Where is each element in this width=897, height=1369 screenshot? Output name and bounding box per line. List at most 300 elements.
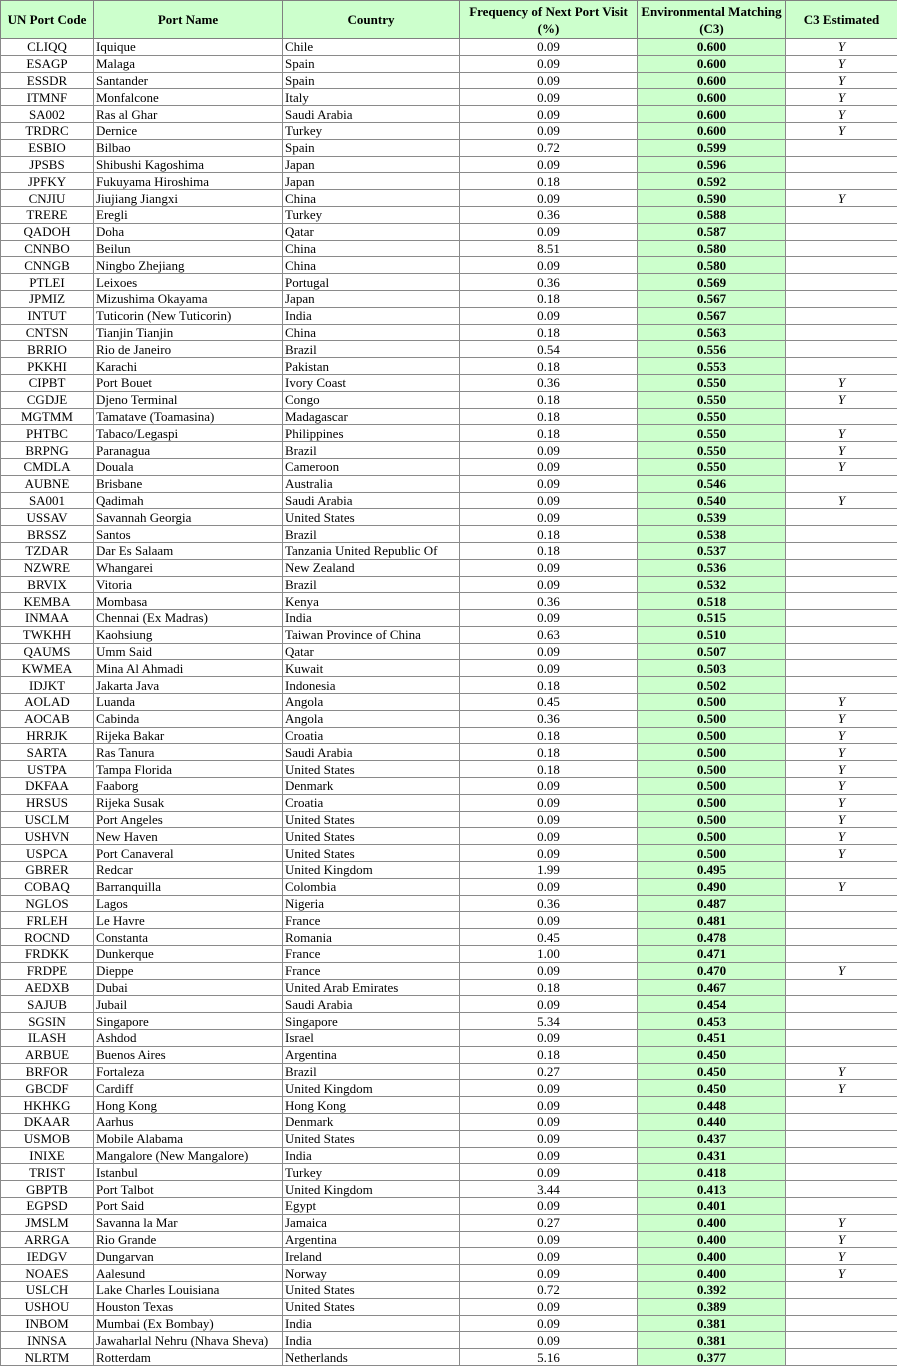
cell-country: United States	[283, 509, 460, 526]
cell-c3-estimated: Y	[786, 727, 897, 744]
cell-port-name: Istanbul	[94, 1164, 283, 1181]
cell-environmental-matching: 0.500	[638, 694, 786, 711]
cell-port-name: Singapore	[94, 1013, 283, 1030]
cell-frequency: 0.09	[460, 660, 638, 677]
cell-frequency: 5.16	[460, 1349, 638, 1366]
cell-port-name: Beilun	[94, 240, 283, 257]
cell-un-port-code: USMOB	[1, 1130, 94, 1147]
cell-c3-estimated	[786, 274, 897, 291]
cell-environmental-matching: 0.532	[638, 576, 786, 593]
cell-c3-estimated: Y	[786, 1080, 897, 1097]
cell-un-port-code: IDJKT	[1, 677, 94, 694]
table-row	[1, 643, 897, 660]
cell-country: Japan	[283, 290, 460, 307]
table-row	[1, 374, 897, 391]
cell-frequency: 0.09	[460, 576, 638, 593]
cell-port-name: Faaborg	[94, 778, 283, 795]
cell-country: Japan	[283, 156, 460, 173]
table-row	[1, 1130, 897, 1147]
cell-un-port-code: ILASH	[1, 1030, 94, 1047]
cell-c3-estimated: Y	[786, 190, 897, 207]
cell-port-name: Qadimah	[94, 492, 283, 509]
table-body	[1, 39, 897, 1366]
cell-frequency: 1.00	[460, 946, 638, 963]
table-row	[1, 912, 897, 929]
cell-un-port-code: BRFOR	[1, 1063, 94, 1080]
cell-environmental-matching: 0.563	[638, 324, 786, 341]
cell-country: Kuwait	[283, 660, 460, 677]
cell-environmental-matching: 0.448	[638, 1097, 786, 1114]
cell-un-port-code: HRSUS	[1, 794, 94, 811]
cell-un-port-code: USCLM	[1, 811, 94, 828]
cell-frequency: 0.36	[460, 710, 638, 727]
cell-c3-estimated	[786, 290, 897, 307]
cell-frequency: 0.18	[460, 526, 638, 543]
cell-country: China	[283, 240, 460, 257]
cell-environmental-matching: 0.451	[638, 1030, 786, 1047]
cell-port-name: Umm Said	[94, 643, 283, 660]
cell-port-name: Redcar	[94, 862, 283, 879]
cell-c3-estimated	[786, 1030, 897, 1047]
cell-un-port-code: EGPSD	[1, 1197, 94, 1214]
table-row	[1, 458, 897, 475]
cell-environmental-matching: 0.502	[638, 677, 786, 694]
header-port-name: Port Name	[94, 1, 283, 39]
cell-country: Qatar	[283, 223, 460, 240]
cell-port-name: Barranquilla	[94, 878, 283, 895]
table-row	[1, 576, 897, 593]
cell-un-port-code: USPCA	[1, 845, 94, 862]
cell-country: Saudi Arabia	[283, 106, 460, 123]
table-row	[1, 1298, 897, 1315]
cell-port-name: Savannah Georgia	[94, 509, 283, 526]
cell-un-port-code: NLRTM	[1, 1349, 94, 1366]
cell-c3-estimated: Y	[786, 374, 897, 391]
cell-c3-estimated	[786, 240, 897, 257]
cell-frequency: 0.09	[460, 492, 638, 509]
table-row	[1, 408, 897, 425]
cell-country: Chile	[283, 39, 460, 56]
cell-environmental-matching: 0.503	[638, 660, 786, 677]
table-row	[1, 274, 897, 291]
table-row	[1, 358, 897, 375]
cell-frequency: 0.09	[460, 122, 638, 139]
cell-frequency: 0.18	[460, 290, 638, 307]
cell-port-name: Lake Charles Louisiana	[94, 1281, 283, 1298]
cell-frequency: 8.51	[460, 240, 638, 257]
cell-frequency: 0.18	[460, 677, 638, 694]
cell-un-port-code: TRIST	[1, 1164, 94, 1181]
cell-frequency: 0.27	[460, 1063, 638, 1080]
table-row	[1, 962, 897, 979]
cell-un-port-code: NZWRE	[1, 559, 94, 576]
cell-environmental-matching: 0.536	[638, 559, 786, 576]
cell-frequency: 0.72	[460, 139, 638, 156]
cell-frequency: 0.09	[460, 828, 638, 845]
header-row	[1, 1, 897, 39]
cell-country: Brazil	[283, 1063, 460, 1080]
cell-port-name: Lagos	[94, 895, 283, 912]
cell-frequency: 0.09	[460, 1030, 638, 1047]
cell-environmental-matching: 0.592	[638, 173, 786, 190]
cell-country: Congo	[283, 391, 460, 408]
cell-environmental-matching: 0.599	[638, 139, 786, 156]
table-row	[1, 257, 897, 274]
cell-environmental-matching: 0.467	[638, 979, 786, 996]
table-row	[1, 1231, 897, 1248]
cell-frequency: 0.09	[460, 1130, 638, 1147]
table-row	[1, 475, 897, 492]
cell-un-port-code: ARBUE	[1, 1046, 94, 1063]
cell-environmental-matching: 0.588	[638, 206, 786, 223]
table-row	[1, 845, 897, 862]
cell-c3-estimated	[786, 156, 897, 173]
cell-c3-estimated: Y	[786, 458, 897, 475]
cell-frequency: 0.09	[460, 72, 638, 89]
table-row	[1, 761, 897, 778]
cell-country: United Kingdom	[283, 1181, 460, 1198]
table-row	[1, 341, 897, 358]
cell-un-port-code: QAUMS	[1, 643, 94, 660]
cell-environmental-matching: 0.600	[638, 89, 786, 106]
cell-country: Turkey	[283, 1164, 460, 1181]
cell-country: France	[283, 962, 460, 979]
cell-un-port-code: TRDRC	[1, 122, 94, 139]
cell-un-port-code: SGSIN	[1, 1013, 94, 1030]
cell-port-name: Houston Texas	[94, 1298, 283, 1315]
table-row	[1, 794, 897, 811]
cell-port-name: Savanna la Mar	[94, 1214, 283, 1231]
cell-c3-estimated	[786, 341, 897, 358]
cell-country: Pakistan	[283, 358, 460, 375]
cell-port-name: Chennai (Ex Madras)	[94, 610, 283, 627]
cell-un-port-code: BRVIX	[1, 576, 94, 593]
cell-country: Qatar	[283, 643, 460, 660]
cell-un-port-code: AOCAB	[1, 710, 94, 727]
cell-country: Spain	[283, 139, 460, 156]
cell-environmental-matching: 0.478	[638, 929, 786, 946]
cell-port-name: Jubail	[94, 996, 283, 1013]
cell-un-port-code: USHOU	[1, 1298, 94, 1315]
cell-c3-estimated	[786, 1114, 897, 1131]
cell-environmental-matching: 0.413	[638, 1181, 786, 1198]
table-row	[1, 744, 897, 761]
cell-c3-estimated	[786, 1281, 897, 1298]
cell-un-port-code: USLCH	[1, 1281, 94, 1298]
cell-frequency: 0.09	[460, 1315, 638, 1332]
cell-c3-estimated: Y	[786, 492, 897, 509]
cell-port-name: Dieppe	[94, 962, 283, 979]
table-row	[1, 1281, 897, 1298]
cell-port-name: Karachi	[94, 358, 283, 375]
cell-port-name: Paranagua	[94, 442, 283, 459]
table-row	[1, 1214, 897, 1231]
cell-un-port-code: INNSA	[1, 1332, 94, 1349]
cell-un-port-code: PHTBC	[1, 425, 94, 442]
cell-country: Cameroon	[283, 458, 460, 475]
cell-environmental-matching: 0.377	[638, 1349, 786, 1366]
table-row	[1, 1164, 897, 1181]
cell-un-port-code: INTUT	[1, 307, 94, 324]
cell-port-name: Leixoes	[94, 274, 283, 291]
cell-frequency: 0.18	[460, 324, 638, 341]
table-row	[1, 1147, 897, 1164]
table-row	[1, 626, 897, 643]
cell-country: Saudi Arabia	[283, 492, 460, 509]
cell-frequency: 0.09	[460, 55, 638, 72]
cell-country: United Arab Emirates	[283, 979, 460, 996]
cell-un-port-code: JPMIZ	[1, 290, 94, 307]
table-row	[1, 509, 897, 526]
cell-environmental-matching: 0.471	[638, 946, 786, 963]
cell-c3-estimated: Y	[786, 1231, 897, 1248]
cell-environmental-matching: 0.500	[638, 778, 786, 795]
cell-un-port-code: USTPA	[1, 761, 94, 778]
cell-environmental-matching: 0.515	[638, 610, 786, 627]
cell-country: Spain	[283, 55, 460, 72]
cell-country: Norway	[283, 1265, 460, 1282]
cell-c3-estimated	[786, 526, 897, 543]
cell-frequency: 0.09	[460, 1147, 638, 1164]
cell-environmental-matching: 0.587	[638, 223, 786, 240]
cell-frequency: 0.36	[460, 206, 638, 223]
cell-country: Philippines	[283, 425, 460, 442]
cell-environmental-matching: 0.500	[638, 845, 786, 862]
table-row	[1, 862, 897, 879]
cell-environmental-matching: 0.600	[638, 72, 786, 89]
cell-country: India	[283, 610, 460, 627]
cell-frequency: 0.09	[460, 475, 638, 492]
cell-country: China	[283, 324, 460, 341]
cell-un-port-code: CNTSN	[1, 324, 94, 341]
cell-un-port-code: DKFAA	[1, 778, 94, 795]
cell-frequency: 0.09	[460, 996, 638, 1013]
cell-frequency: 0.72	[460, 1281, 638, 1298]
table-row	[1, 290, 897, 307]
table-row	[1, 878, 897, 895]
cell-environmental-matching: 0.600	[638, 106, 786, 123]
cell-c3-estimated: Y	[786, 1265, 897, 1282]
cell-environmental-matching: 0.500	[638, 710, 786, 727]
cell-port-name: Douala	[94, 458, 283, 475]
table-row	[1, 710, 897, 727]
cell-frequency: 0.09	[460, 458, 638, 475]
cell-environmental-matching: 0.400	[638, 1231, 786, 1248]
cell-frequency: 0.63	[460, 626, 638, 643]
cell-country: Italy	[283, 89, 460, 106]
cell-un-port-code: PTLEI	[1, 274, 94, 291]
cell-environmental-matching: 0.567	[638, 307, 786, 324]
cell-c3-estimated: Y	[786, 55, 897, 72]
table-row	[1, 190, 897, 207]
cell-c3-estimated	[786, 408, 897, 425]
cell-un-port-code: COBAQ	[1, 878, 94, 895]
table-row	[1, 593, 897, 610]
cell-environmental-matching: 0.556	[638, 341, 786, 358]
cell-un-port-code: SARTA	[1, 744, 94, 761]
cell-un-port-code: BRRIO	[1, 341, 94, 358]
cell-un-port-code: QADOH	[1, 223, 94, 240]
table-row	[1, 1114, 897, 1131]
cell-country: Hong Kong	[283, 1097, 460, 1114]
cell-frequency: 0.09	[460, 1248, 638, 1265]
cell-c3-estimated	[786, 1013, 897, 1030]
cell-c3-estimated	[786, 946, 897, 963]
table-row	[1, 1097, 897, 1114]
table-row	[1, 996, 897, 1013]
cell-environmental-matching: 0.553	[638, 358, 786, 375]
cell-c3-estimated: Y	[786, 391, 897, 408]
cell-c3-estimated	[786, 1130, 897, 1147]
cell-country: United States	[283, 1298, 460, 1315]
cell-port-name: Dungarvan	[94, 1248, 283, 1265]
cell-frequency: 0.09	[460, 778, 638, 795]
cell-un-port-code: BRSSZ	[1, 526, 94, 543]
cell-environmental-matching: 0.507	[638, 643, 786, 660]
cell-environmental-matching: 0.381	[638, 1315, 786, 1332]
table-row	[1, 206, 897, 223]
cell-c3-estimated	[786, 610, 897, 627]
cell-port-name: Mizushima Okayama	[94, 290, 283, 307]
cell-frequency: 0.18	[460, 358, 638, 375]
cell-un-port-code: TRERE	[1, 206, 94, 223]
table-row	[1, 727, 897, 744]
table-row	[1, 811, 897, 828]
table-row	[1, 1197, 897, 1214]
cell-country: United States	[283, 845, 460, 862]
cell-frequency: 0.09	[460, 912, 638, 929]
cell-environmental-matching: 0.550	[638, 374, 786, 391]
cell-port-name: Rio de Janeiro	[94, 341, 283, 358]
cell-un-port-code: FRDPE	[1, 962, 94, 979]
cell-frequency: 0.18	[460, 408, 638, 425]
table-row	[1, 324, 897, 341]
cell-c3-estimated	[786, 1164, 897, 1181]
cell-frequency: 0.09	[460, 1298, 638, 1315]
cell-port-name: Port Angeles	[94, 811, 283, 828]
cell-frequency: 5.34	[460, 1013, 638, 1030]
cell-c3-estimated	[786, 1046, 897, 1063]
cell-un-port-code: CIPBT	[1, 374, 94, 391]
cell-port-name: Cabinda	[94, 710, 283, 727]
cell-port-name: Eregli	[94, 206, 283, 223]
cell-port-name: Fortaleza	[94, 1063, 283, 1080]
cell-un-port-code: GBCDF	[1, 1080, 94, 1097]
cell-frequency: 0.09	[460, 559, 638, 576]
cell-frequency: 0.09	[460, 39, 638, 56]
cell-c3-estimated	[786, 912, 897, 929]
cell-c3-estimated	[786, 643, 897, 660]
cell-c3-estimated	[786, 862, 897, 879]
cell-country: Turkey	[283, 206, 460, 223]
cell-country: France	[283, 912, 460, 929]
cell-c3-estimated	[786, 223, 897, 240]
cell-country: Brazil	[283, 442, 460, 459]
cell-frequency: 0.36	[460, 274, 638, 291]
cell-port-name: Ningbo Zhejiang	[94, 257, 283, 274]
table-row	[1, 106, 897, 123]
cell-un-port-code: KEMBA	[1, 593, 94, 610]
cell-environmental-matching: 0.400	[638, 1214, 786, 1231]
cell-un-port-code: ARRGA	[1, 1231, 94, 1248]
cell-country: Indonesia	[283, 677, 460, 694]
cell-frequency: 0.18	[460, 744, 638, 761]
cell-un-port-code: IEDGV	[1, 1248, 94, 1265]
cell-country: Ivory Coast	[283, 374, 460, 391]
cell-port-name: Brisbane	[94, 475, 283, 492]
table-row	[1, 1046, 897, 1063]
cell-un-port-code: JPSBS	[1, 156, 94, 173]
cell-country: Kenya	[283, 593, 460, 610]
cell-environmental-matching: 0.569	[638, 274, 786, 291]
cell-c3-estimated	[786, 139, 897, 156]
cell-c3-estimated: Y	[786, 1214, 897, 1231]
cell-country: Colombia	[283, 878, 460, 895]
cell-country: Singapore	[283, 1013, 460, 1030]
cell-country: India	[283, 1147, 460, 1164]
cell-environmental-matching: 0.500	[638, 828, 786, 845]
cell-port-name: Port Canaveral	[94, 845, 283, 862]
cell-frequency: 0.18	[460, 979, 638, 996]
cell-environmental-matching: 0.481	[638, 912, 786, 929]
cell-port-name: Santander	[94, 72, 283, 89]
cell-port-name: Rotterdam	[94, 1349, 283, 1366]
header-frequency: Frequency of Next Port Visit (%)	[460, 1, 638, 39]
cell-environmental-matching: 0.600	[638, 55, 786, 72]
cell-port-name: Hong Kong	[94, 1097, 283, 1114]
cell-country: China	[283, 257, 460, 274]
table-row	[1, 1030, 897, 1047]
cell-un-port-code: AEDXB	[1, 979, 94, 996]
cell-environmental-matching: 0.567	[638, 290, 786, 307]
cell-c3-estimated: Y	[786, 878, 897, 895]
cell-country: Angola	[283, 694, 460, 711]
cell-c3-estimated: Y	[786, 72, 897, 89]
cell-c3-estimated: Y	[786, 442, 897, 459]
header-country: Country	[283, 1, 460, 39]
cell-environmental-matching: 0.590	[638, 190, 786, 207]
cell-un-port-code: CMDLA	[1, 458, 94, 475]
cell-country: India	[283, 1332, 460, 1349]
cell-environmental-matching: 0.500	[638, 811, 786, 828]
cell-environmental-matching: 0.580	[638, 240, 786, 257]
cell-frequency: 0.09	[460, 794, 638, 811]
cell-country: Turkey	[283, 122, 460, 139]
cell-frequency: 0.09	[460, 89, 638, 106]
cell-environmental-matching: 0.596	[638, 156, 786, 173]
cell-un-port-code: GBPTB	[1, 1181, 94, 1198]
cell-c3-estimated: Y	[786, 778, 897, 795]
cell-frequency: 0.18	[460, 727, 638, 744]
cell-c3-estimated	[786, 1181, 897, 1198]
cell-country: Croatia	[283, 794, 460, 811]
cell-environmental-matching: 0.500	[638, 794, 786, 811]
cell-c3-estimated	[786, 929, 897, 946]
cell-c3-estimated	[786, 173, 897, 190]
cell-c3-estimated	[786, 559, 897, 576]
table-row	[1, 694, 897, 711]
cell-c3-estimated	[786, 895, 897, 912]
table-row	[1, 442, 897, 459]
cell-frequency: 0.36	[460, 895, 638, 912]
cell-port-name: Monfalcone	[94, 89, 283, 106]
cell-country: Brazil	[283, 526, 460, 543]
cell-frequency: 0.09	[460, 962, 638, 979]
cell-c3-estimated: Y	[786, 962, 897, 979]
cell-country: Denmark	[283, 1114, 460, 1131]
cell-environmental-matching: 0.537	[638, 542, 786, 559]
cell-c3-estimated	[786, 358, 897, 375]
